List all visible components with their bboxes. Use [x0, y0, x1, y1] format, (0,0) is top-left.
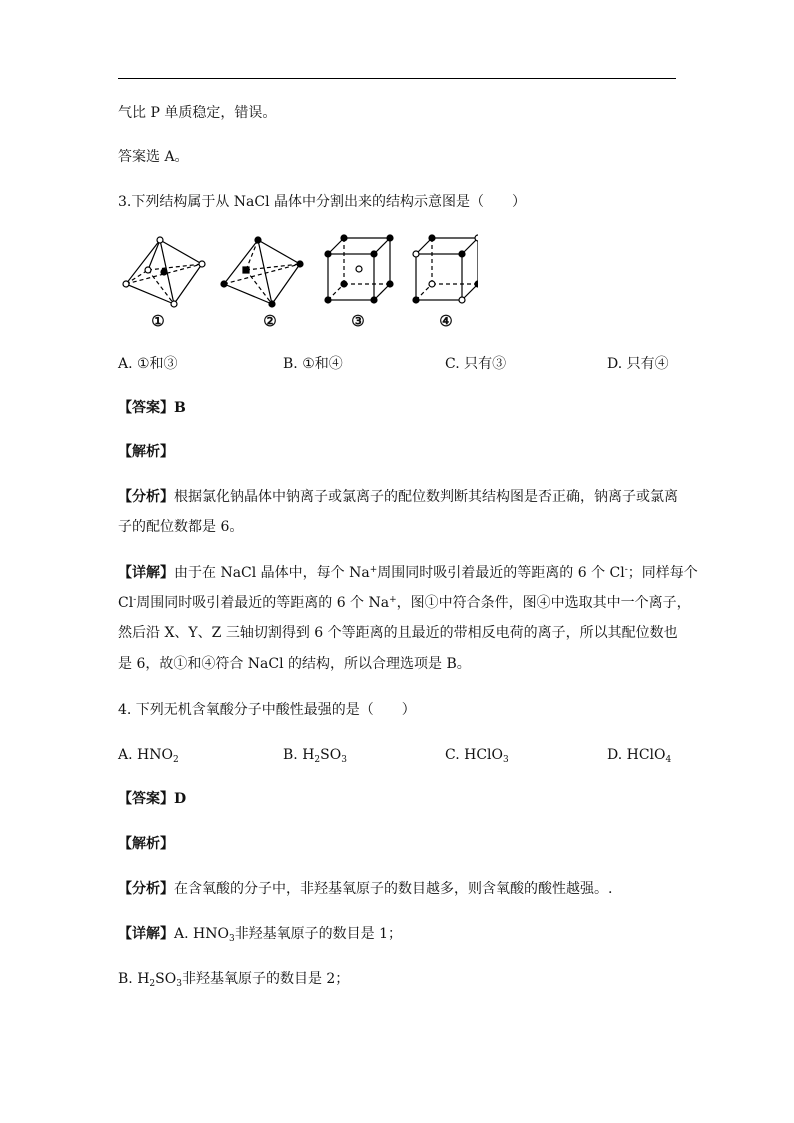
xiangjie-text: B. H	[118, 971, 150, 987]
option-text: B. H	[283, 747, 315, 763]
xiangjie-text: 由于在 NaCl 晶体中，每个 Na	[174, 565, 370, 581]
xiangjie-tag: 【详解】	[118, 926, 174, 942]
option-text: D. HClO	[607, 747, 666, 763]
figure-label-1: ①	[151, 312, 165, 330]
figure-4-cube	[413, 235, 478, 303]
xiangjie-text: 周围同时吸引着最近的等距离的 6 个 Cl	[377, 565, 625, 581]
q3-answer: 【答案】B	[118, 400, 186, 416]
question-3: 3.下列结构属于从 NaCl 晶体中分割出来的结构示意图是（ ）	[118, 194, 527, 210]
q3-option-d: D. 只有④	[607, 356, 669, 372]
superscript: -	[133, 595, 137, 605]
q4-option-d	[607, 746, 671, 764]
fenxi-text: 在含氧酸的分子中，非羟基氧原子的数目越多，则含氧酸的酸性越强。.	[174, 881, 613, 897]
subscript: 2	[314, 755, 321, 765]
fenxi-tag: 【分析】	[118, 489, 174, 505]
text-line: 气比 P 单质稳定，错误。	[118, 105, 277, 121]
xiangjie-text: Cl	[118, 595, 134, 611]
option-text: A. HNO	[118, 747, 173, 763]
crystal-structures-svg	[118, 232, 478, 312]
xiangjie-text: 周围同时吸引着最近的等距离的 6 个 Na	[136, 595, 390, 611]
subscript: 2	[172, 755, 179, 765]
q4-option-c	[445, 746, 509, 764]
q4-fenxi-line	[118, 880, 612, 898]
figure-label-2: ②	[263, 312, 277, 330]
superscript: +	[369, 565, 378, 575]
q3-option-c: C. 只有③	[445, 356, 507, 372]
xiangjie-text: A. HNO	[174, 926, 229, 942]
option-text: SO	[320, 747, 342, 763]
figure-2-octahedron	[221, 237, 303, 307]
q3-xiangjie-line-1	[118, 564, 698, 582]
option-text: C. HClO	[445, 747, 503, 763]
fenxi-text: 根据氯化钠晶体中钠离子或氯离子的配位数判断其结构图是否正确，钠离子或氯离	[174, 489, 678, 505]
subscript: 3	[341, 755, 347, 765]
q4-option-a	[118, 746, 179, 764]
figure-3-cube	[325, 235, 393, 303]
superscript: +	[389, 595, 397, 605]
subscript: 3	[176, 979, 182, 989]
q4-answer: 【答案】D	[118, 791, 187, 807]
q4-xiangjie-line-1	[118, 925, 402, 943]
q4-option-b	[283, 746, 347, 764]
xiangjie-text: 非羟基氧原子的数目是 2；	[181, 971, 350, 987]
q3-option-b: B. ①和④	[283, 356, 343, 372]
subscript: 4	[665, 755, 672, 765]
figure-1-octahedron	[123, 237, 205, 307]
q3-xiangjie-line-4: 是 6，故①和④符合 NaCl 的结构，所以合理选项是 B。	[118, 656, 471, 672]
structure-figures	[118, 232, 478, 332]
answer-line: 答案选 A。	[118, 149, 189, 165]
q3-fenxi-line-1	[118, 488, 678, 506]
superscript: -	[624, 565, 628, 575]
xiangjie-text: ；同样每个	[627, 565, 698, 581]
q4-analysis-heading: 【解析】	[118, 836, 174, 852]
figure-label-3: ③	[351, 312, 365, 330]
header-rule	[118, 78, 676, 79]
subscript: 3	[228, 934, 235, 944]
q3-xiangjie-line-2	[118, 594, 691, 612]
xiangjie-text: 非羟基氧原子的数目是 1；	[234, 926, 403, 942]
q3-analysis-heading: 【解析】	[118, 444, 174, 460]
xiangjie-text: ，图①中符合条件，图④中选取其中一个离子，	[396, 595, 691, 611]
q3-fenxi-line-2: 子的配位数都是 6。	[118, 519, 244, 535]
subscript: 3	[503, 755, 509, 765]
q4-xiangjie-line-2	[118, 970, 349, 988]
fenxi-tag: 【分析】	[118, 881, 174, 897]
question-4: 4. 下列无机含氧酸分子中酸性最强的是（ ）	[118, 702, 416, 718]
q3-xiangjie-line-3: 然后沿 X、Y、Z 三轴切割得到 6 个等距离的且最近的带相反电荷的离子，所以其配位数也	[118, 625, 678, 641]
q3-option-a: A. ①和③	[118, 356, 178, 372]
xiangjie-text: SO	[155, 971, 177, 987]
subscript: 2	[149, 979, 156, 989]
xiangjie-tag: 【详解】	[118, 565, 174, 581]
figure-label-4: ④	[439, 312, 453, 330]
